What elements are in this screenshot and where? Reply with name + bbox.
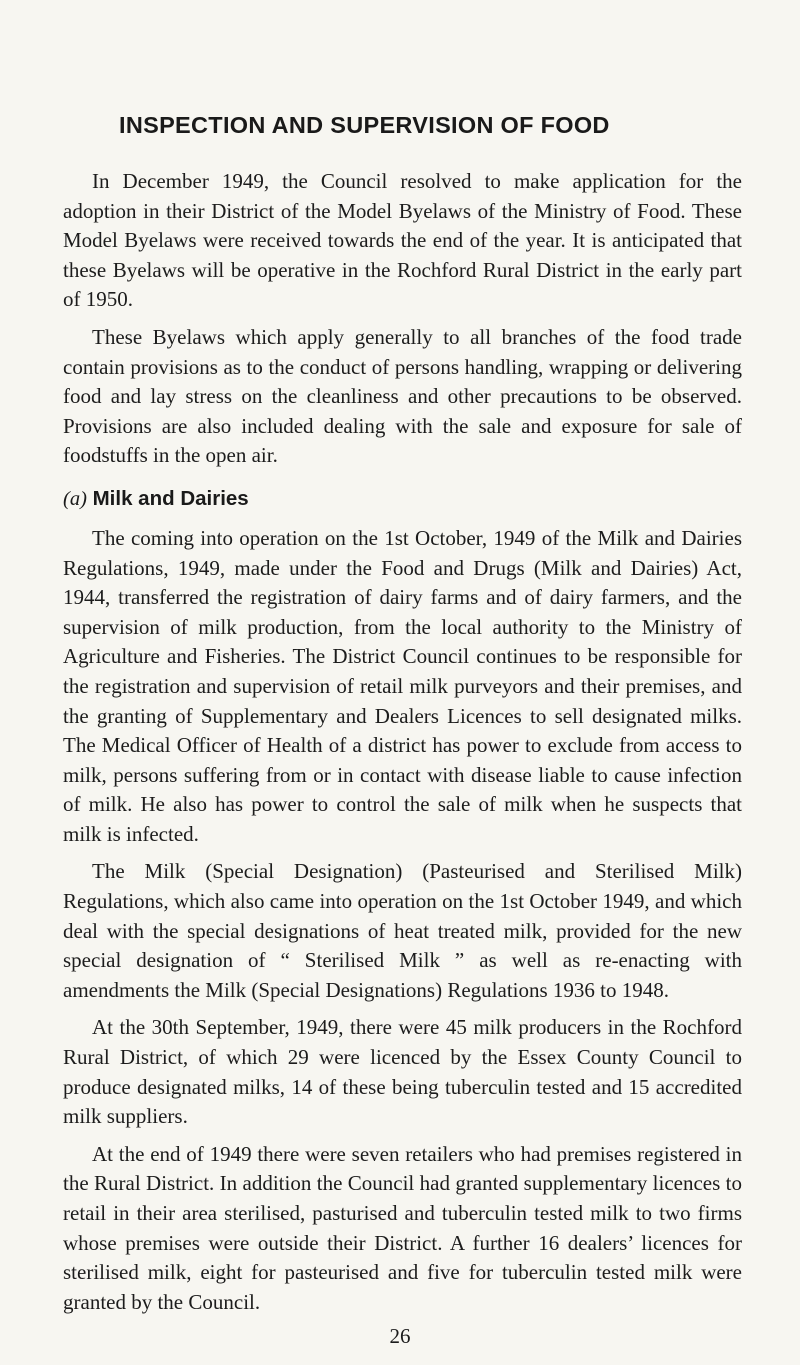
milk-paragraph-1: The coming into operation on the 1st October, 1949 of the Milk and Dairies Regulations, 1949, made under the Food and Drugs (Milk and Dairies) Act, 1944, transferred the registration of dairy farms and of dairy farmers, and the supervision of milk production, from the local authority to the Ministry of Agriculture and Fisheries. The District Council continues to be responsible for the registration and supervision of retail milk purveyors and their premises, and the granting of Supplementary and Dealers Licences to sell designated milks. The Medical Officer of Health of a district has power to exclude from access to milk, persons suffering from or in contact with disease liable to cause infection of milk. He also has power to control the sale of milk when he suspects that milk is infected. <box>63 525 742 846</box>
section-letter: (a) <box>63 487 87 510</box>
section-heading-milk-and-dairies <box>63 487 742 511</box>
page-number: 26 <box>389 1324 411 1348</box>
milk-paragraph-3: At the 30th September, 1949, there were 45 milk producers in the Rochford Rural District, of which 29 were licenced by the Essex County Council to produce designated milks, 14 of these being tuberculin tested and 15 accredited milk suppliers. <box>63 1015 742 1129</box>
intro-paragraph-1: In December 1949, the Council resolved to make application for the adoption in their District of the Model Byelaws of the Ministry of Food. These Model Byelaws were received towards the end of the year. It is anticipated that these Byelaws will be operative in the Rochford Rural District in the early part of 1950. <box>63 169 742 312</box>
milk-paragraph-2: The Milk (Special Designation) (Pasteurised and Sterilised Milk) Regulations, which also came into operation on the 1st October 1949, and which deal with the special designations of heat treated milk, provided for the new special designation of “ Sterilised Milk ” as well as re-enacting with amendments the Milk (Special Designations) Regulations 1936 to 1948. <box>63 859 742 1002</box>
milk-paragraph-4: At the end of 1949 there were seven retailers who had premises registered in the Rural District. In addition the Council had granted supplementary licences to retail in their area sterilised, pasturised and tuberculin tested milk to two firms whose premises were outside their District. A further 16 dealers’ licences for sterilised milk, eight for pasteurised and five for tuberculin tested milk were granted by the Council. <box>63 1141 742 1314</box>
document-title: INSPECTION AND SUPERVISION OF FOOD <box>119 112 610 138</box>
section-heading-text: Milk and Dairies <box>92 486 249 510</box>
intro-paragraph-2: These Byelaws which apply generally to all branches of the food trade contain provisions as to the conduct of persons handling, wrapping or delivering food and lay stress on the cleanliness and other precautions to be observed. Provisions are also included dealing with the sale and exposure for sale of foodstuffs in the open air. <box>63 324 742 468</box>
